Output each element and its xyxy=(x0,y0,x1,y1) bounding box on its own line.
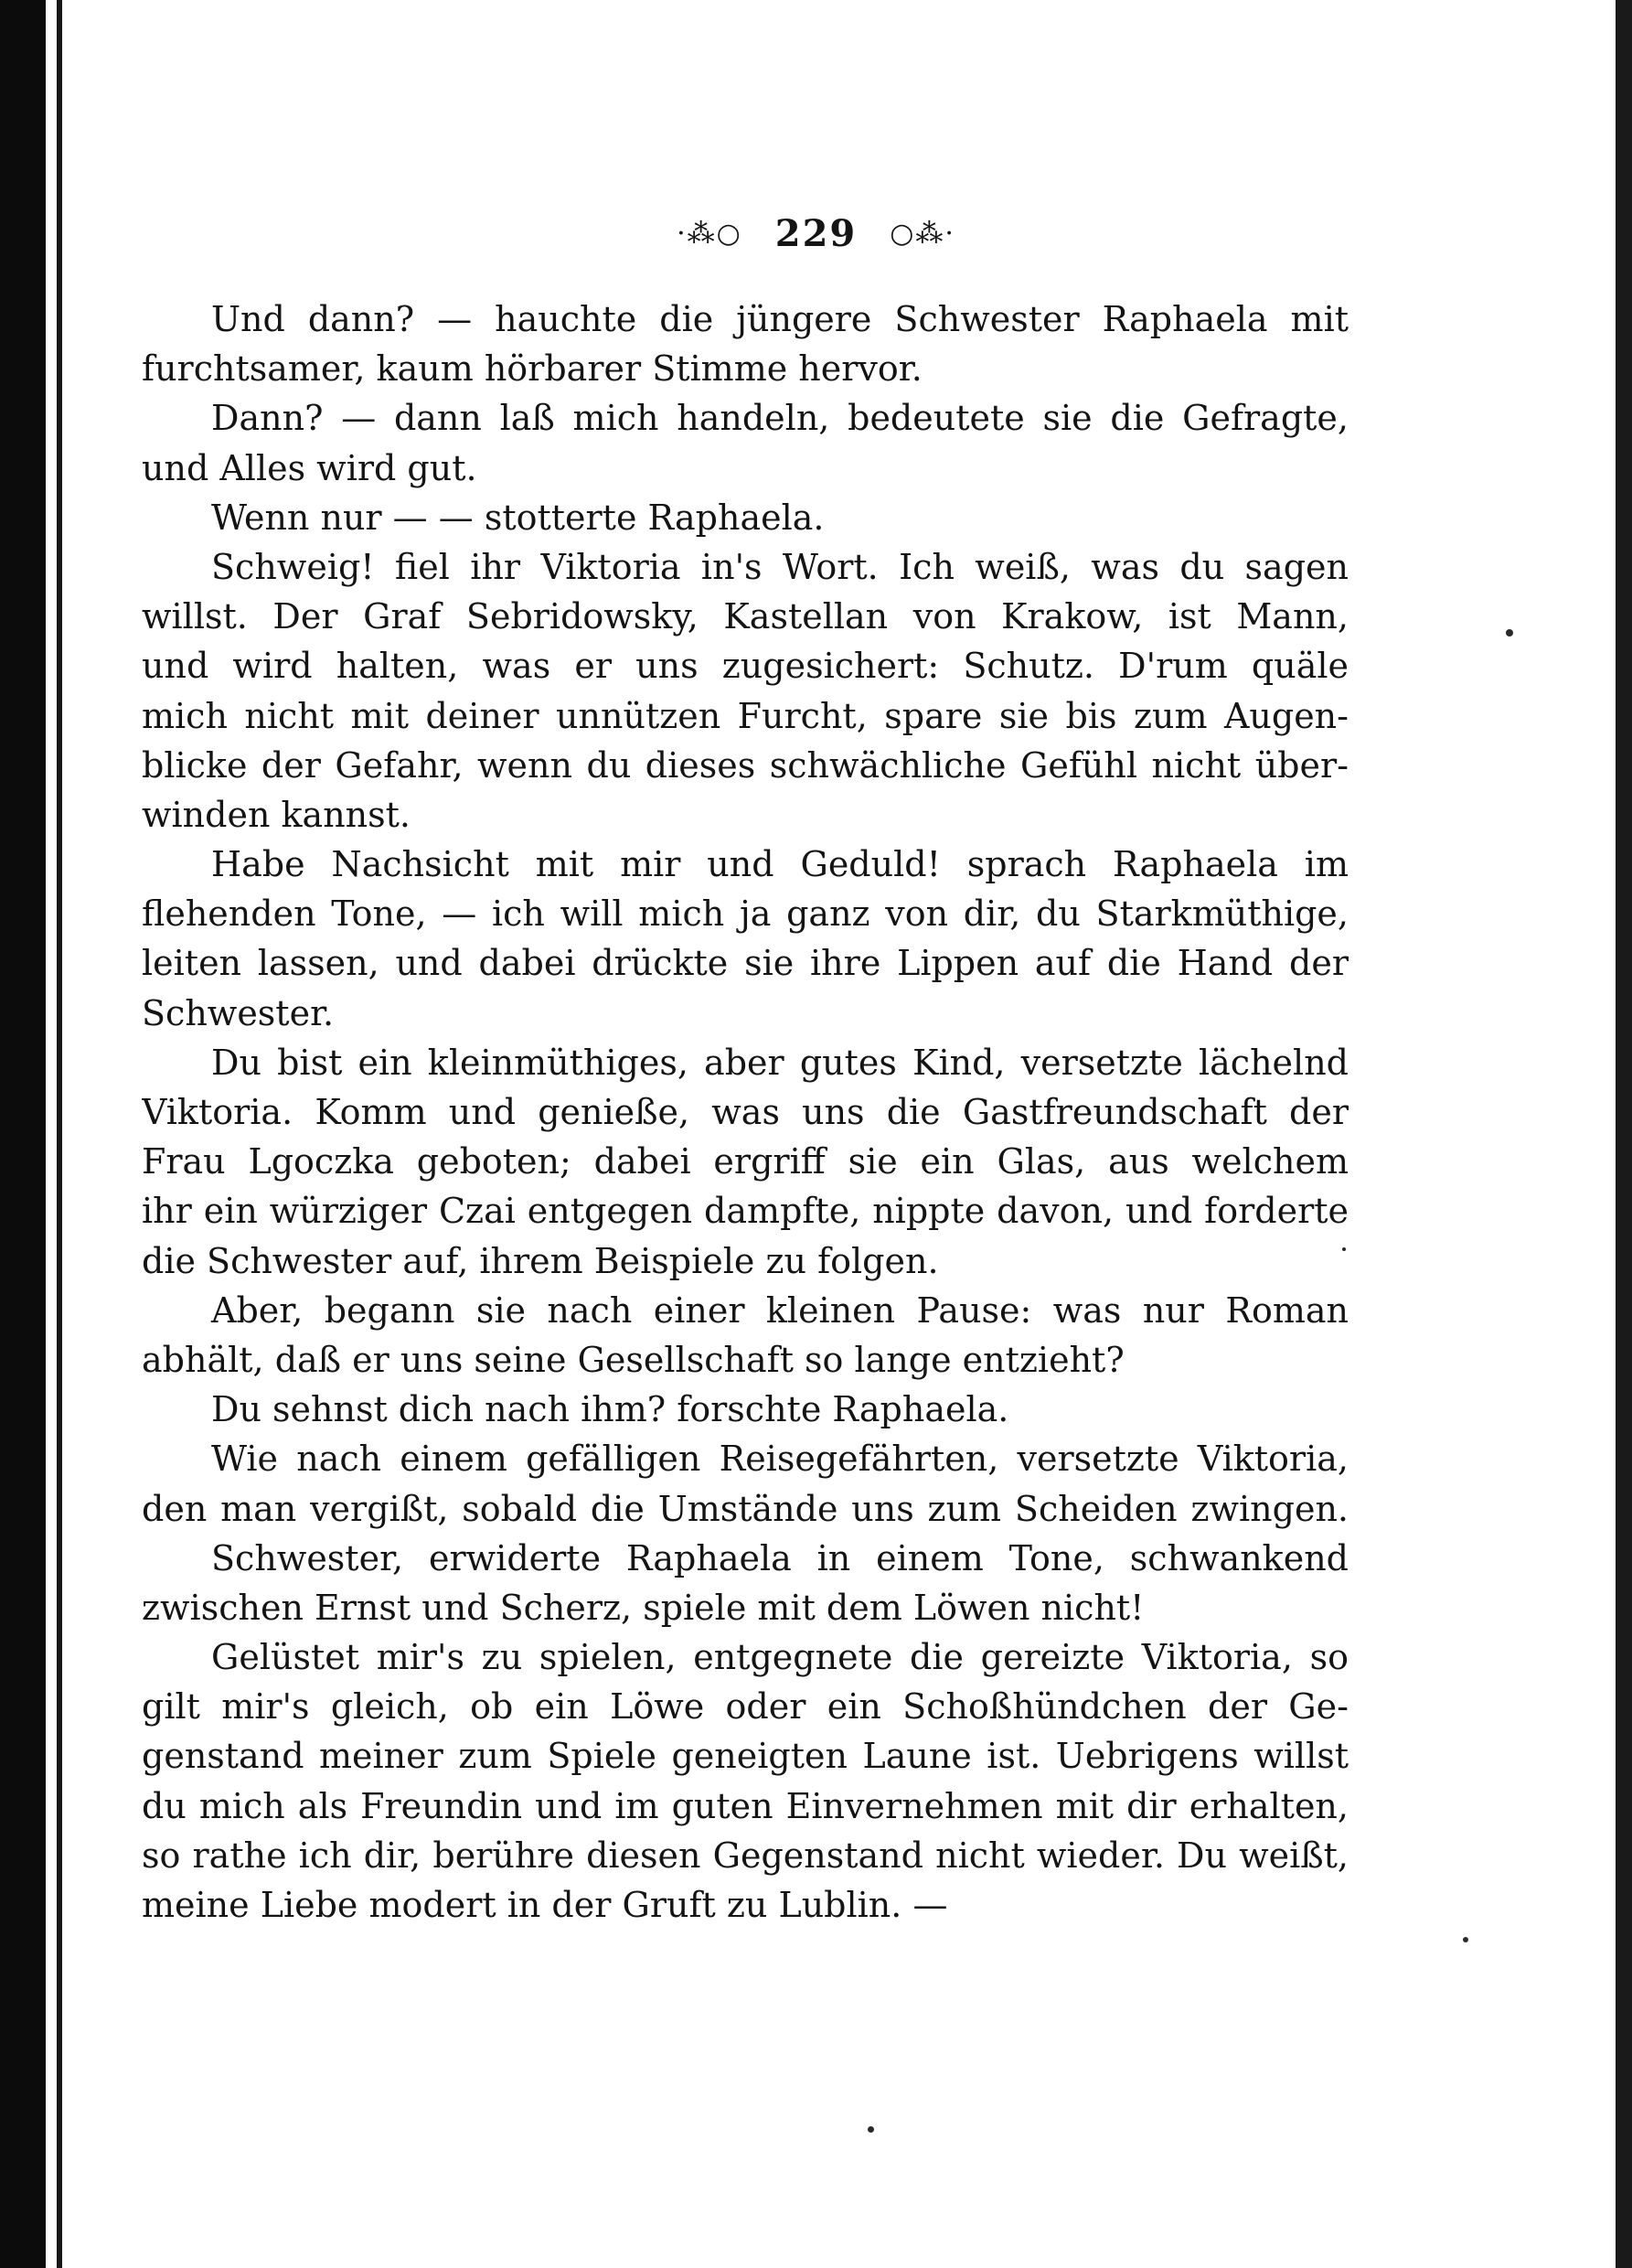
text-line: flehenden Tone, — ich will mich ja ganz von dir, du Starkmüthige, xyxy=(142,893,1349,935)
text-line: den man vergißt, sobald die Umstände uns zum Scheiden zwingen. xyxy=(142,1488,1349,1529)
book-gutter-line xyxy=(57,0,62,2268)
text-line: Habe Nachsicht mit mir und Geduld! sprach Raphaela im xyxy=(211,844,1349,885)
ornament-right: ○⁂· xyxy=(890,218,955,250)
text-line: ihr ein würziger Czai entgegen dampfte, nippte davon, und forderte xyxy=(142,1191,1349,1232)
scan-speck xyxy=(868,2126,874,2133)
text-line: genstand meiner zum Spiele geneigten Laune ist. Uebrigens willst xyxy=(142,1736,1349,1777)
text-line: Wenn nur — — stotterte Raphaela. xyxy=(211,497,825,538)
ornament-left: ·⁂○ xyxy=(677,218,742,250)
text-line: du mich als Freundin und im guten Einvernehmen mit dir erhalten, xyxy=(142,1785,1349,1826)
text-line: Und dann? — hauchte die jüngere Schwester Raphaela mit xyxy=(211,299,1349,339)
text-line: so rathe ich dir, berühre diesen Gegenstand nicht wieder. Du weißt, xyxy=(142,1835,1349,1876)
scan-speck xyxy=(1463,1937,1468,1942)
text-line: abhält, daß er uns seine Gesellschaft so lange entzieht? xyxy=(142,1339,1125,1380)
text-line: Gelüstet mir's zu spielen, entgegnete die gereizte Viktoria, so xyxy=(211,1637,1349,1678)
page-number: 229 xyxy=(774,212,858,255)
text-line: mich nicht mit deiner unnützen Furcht, spare sie bis zum Augen- xyxy=(142,695,1349,736)
text-line: Wie nach einem gefälligen Reisegefährten, versetzte Viktoria, xyxy=(211,1439,1349,1480)
text-line: willst. Der Graf Sebridowsky, Kastellan von Krakow, ist Mann, xyxy=(142,596,1349,637)
scan-speck xyxy=(1506,629,1513,637)
page-header xyxy=(0,212,1632,255)
text-line: Dann? — dann laß mich handeln, bedeutete sie die Gefragte, xyxy=(211,398,1349,439)
text-line: die Schwester auf, ihrem Beispiele zu folgen. xyxy=(142,1240,939,1281)
text-line: Frau Lgoczka geboten; dabei ergriff sie ein Glas, aus welchem xyxy=(142,1141,1349,1182)
text-line: zwischen Ernst und Scherz, spiele mit dem Löwen nicht! xyxy=(142,1587,1145,1628)
text-line: Schwester, erwiderte Raphaela in einem Tone, schwankend xyxy=(211,1537,1349,1578)
text-line: und wird halten, was er uns zugesichert: Schutz. D'rum quäle xyxy=(142,646,1349,687)
text-line: Schweig! fiel ihr Viktoria in's Wort. Ich weiß, was du sagen xyxy=(211,546,1349,587)
scan-speck xyxy=(1342,1247,1346,1251)
text-line: furchtsamer, kaum hörbarer Stimme hervor. xyxy=(142,348,923,390)
text-line: Du bist ein kleinmüthiges, aber gutes Kind, versetzte lächelnd xyxy=(211,1042,1349,1083)
text-line: Aber, begann sie nach einer kleinen Pause: was nur Roman xyxy=(211,1289,1349,1331)
text-line: Schwester. xyxy=(142,992,335,1033)
text-line: gilt mir's gleich, ob ein Löwe oder ein Schoßhündchen der Ge- xyxy=(142,1686,1349,1728)
text-line: Du sehnst dich nach ihm? forschte Raphaela. xyxy=(211,1389,1009,1430)
text-body xyxy=(142,294,1349,1930)
text-line: leiten lassen, und dabei drückte sie ihre Lippen auf die Hand der xyxy=(142,943,1349,984)
text-line: blicke der Gefahr, wenn du dieses schwächliche Gefühl nicht über- xyxy=(142,744,1349,786)
text-line: und Alles wird gut. xyxy=(142,447,477,488)
text-line: meine Liebe modert in der Gruft zu Lublin. — xyxy=(142,1885,948,1925)
text-line: Viktoria. Komm und genieße, was uns die Gastfreundschaft der xyxy=(142,1092,1349,1132)
scan-left-border xyxy=(0,0,46,2268)
text-line: winden kannst. xyxy=(142,794,411,835)
scan-right-border xyxy=(1616,0,1632,2268)
